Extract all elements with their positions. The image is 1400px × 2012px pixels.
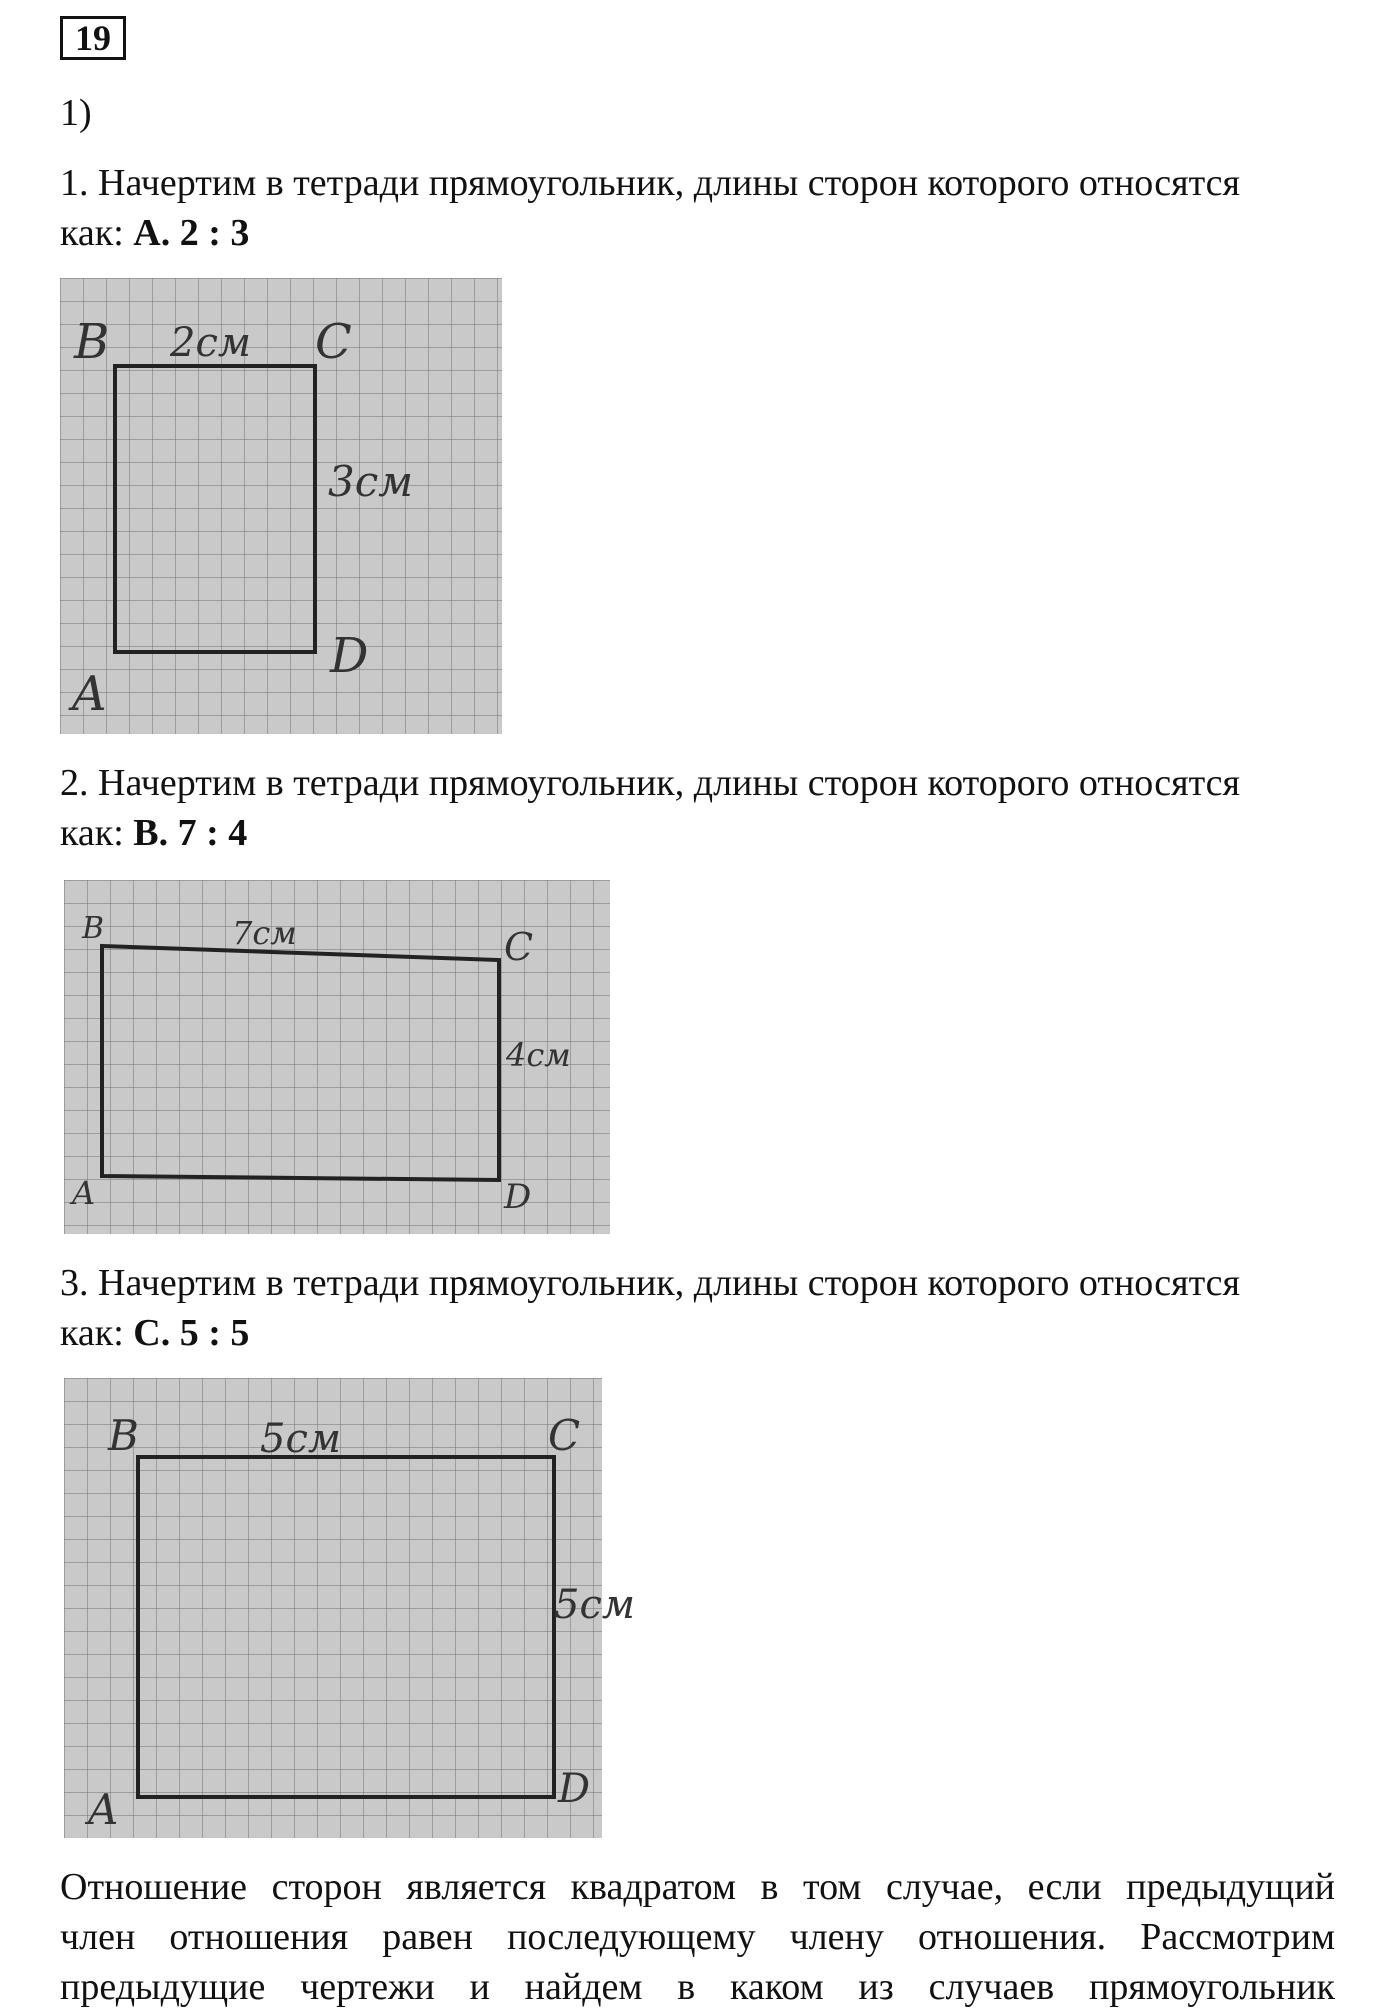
task-1-text [60,158,1340,258]
vertex-a-label: A [88,1785,119,1834]
task-3-prefix: как: [60,1312,134,1354]
task-1-line1: 1. Начертим в тетради прямоугольник, длины сторон которого относятся [60,162,1240,204]
task-2-text [60,758,1340,858]
vertex-a-label: A [72,666,107,722]
rectangle-2 [102,946,499,1180]
vertex-c-label: C [548,1411,581,1460]
figure-2-photo [64,880,610,1234]
conclusion-line-3: предыдущие чертежи и найдем в каком из случаев прямоугольник [60,1966,1335,2008]
figure-1-photo [60,278,502,734]
task-3-answer: С. 5 : 5 [133,1312,250,1354]
conclusion-line-2: член отношения равен последующему члену отношения. Рассмотрим [60,1916,1335,1958]
vertex-b-label: B [74,314,110,370]
height-label: 5см [554,1582,636,1628]
vertex-a-label: A [72,1174,96,1212]
figure-1-drawing [60,278,502,734]
task-3-line1: 3. Начертим в тетради прямоугольник, длины сторон которого относятся [60,1262,1240,1304]
task-3-text [60,1258,1340,1358]
task-2-line1: 2. Начертим в тетради прямоугольник, длины сторон которого относятся [60,762,1240,804]
height-label: 3см [328,457,414,506]
rectangle-1 [115,366,315,652]
vertex-c-label: C [504,925,534,969]
height-label: 4см [506,1036,571,1074]
part-label: 1) [60,92,92,134]
vertex-b-label: B [82,911,105,946]
rectangle-3 [138,1457,554,1797]
vertex-b-label: B [108,1411,139,1460]
vertex-d-label: D [558,1766,591,1812]
vertex-c-label: C [315,314,352,370]
vertex-d-label: D [330,628,369,684]
vertex-d-label: D [504,1177,532,1217]
conclusion-paragraph [60,1862,1335,2012]
width-label: 5см [260,1416,342,1462]
figure-3-photo [64,1378,636,1838]
task-2-answer: В. 7 : 4 [133,812,248,854]
task-2-prefix: как: [60,812,134,854]
task-1-answer: А. 2 : 3 [133,212,250,254]
task-1-prefix: как: [60,212,134,254]
width-label: 7см [232,914,297,952]
figure-3-drawing [64,1378,636,1838]
width-label: 2см [170,320,252,366]
page-number: 19 [60,16,126,60]
figure-2-drawing [64,880,610,1234]
conclusion-line-1: Отношение сторон является квадратом в том случае, если предыдущий [60,1866,1335,1908]
